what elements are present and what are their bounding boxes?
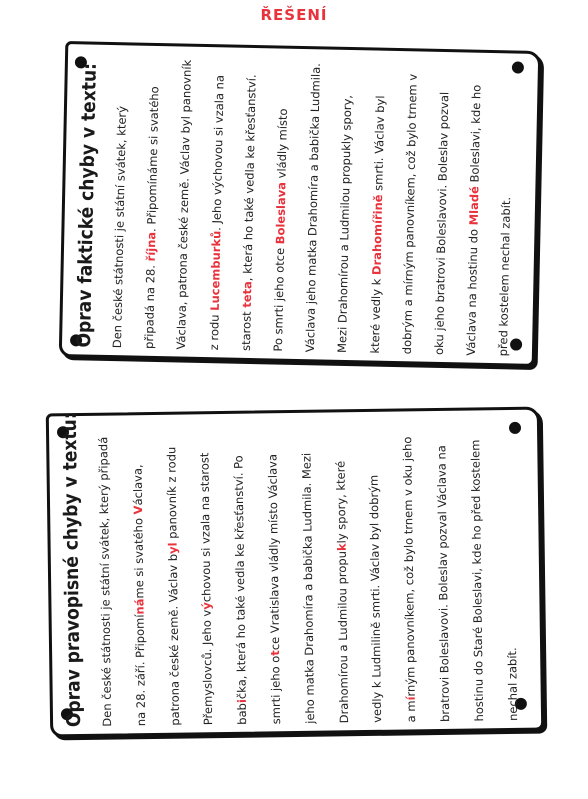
factual-card-content [71, 51, 529, 356]
text-line [154, 421, 192, 725]
text-line [357, 419, 395, 723]
corrected-text: října [143, 231, 159, 262]
text-segment: před kostelem nechal zabít. [496, 196, 514, 357]
factual-card-title: Oprav faktické chyby v textu: [72, 62, 101, 348]
corrected-text: Boleslava [273, 181, 289, 245]
spelling-errors-card [46, 407, 544, 738]
text-segment: Drahomírou a Ludmilou propu [334, 550, 351, 724]
text-line [391, 418, 429, 722]
text-segment: Přemyslovců. Jeho v [199, 609, 216, 726]
text-segment: patrona české země. Václav b [165, 553, 182, 726]
text-segment: dobrým a mírným panovníkem, což bylo trnem v [399, 73, 420, 355]
corrected-text: i [234, 699, 250, 704]
text-segment: hostinu do Staré Boleslavi, kde ho před kostelem [467, 439, 486, 722]
text-segment: chovou si vzala na starost [197, 452, 214, 603]
text-line [290, 420, 328, 724]
page-heading: ŘEŠENÍ [260, 6, 328, 24]
spelling-card-content [57, 412, 533, 728]
text-segment: áclava, [130, 464, 145, 506]
factual-errors-card [59, 41, 542, 367]
text-segment: smrti jeho o [268, 655, 284, 725]
text-segment: vládly místo [274, 108, 291, 183]
text-segment: čka, která ho také vedla ke křesťanství. Po [231, 455, 249, 700]
text-segment: oku jeho bratrovi Boleslavovi. Boleslav pozval [431, 91, 452, 356]
factual-card-text [101, 52, 526, 357]
text-segment: , která ho také vedla ke křesťanství. [240, 74, 259, 282]
text-segment: z rodu [206, 310, 222, 351]
corrected-text: í [403, 696, 418, 701]
text-segment: panovník z rodu [163, 446, 180, 543]
text-segment: jeho matka Drahomíra a babička Ludmila. Mezi [299, 452, 317, 724]
text-segment: Václava na hostinu do [464, 225, 481, 356]
text-segment: rným panovníkem, což bylo trnem v oku jeho [400, 436, 418, 697]
text-segment: Den české státnosti je státní svátek, který [109, 105, 130, 349]
text-line [222, 421, 260, 725]
text-line [492, 417, 530, 721]
text-segment: Václava jeho matka Drahomíra a babička Ludmila. [303, 62, 324, 353]
text-segment: a m [403, 700, 419, 723]
text-line [121, 422, 159, 726]
spelling-card-text [87, 417, 531, 727]
text-segment: Václava, patrona české země. Václav byl panovník [174, 59, 195, 350]
text-segment: starost [238, 307, 254, 352]
corrected-text: Drahomířině [369, 194, 385, 276]
text-line [487, 60, 525, 357]
text-segment: Den české státnosti je státní svátek, který připadá [96, 436, 115, 727]
text-segment: ly spory, které [333, 460, 349, 544]
corrected-text: ý [199, 602, 214, 610]
corrected-text: V [130, 505, 145, 515]
text-segment: . Připomínáme si svatého [144, 86, 162, 233]
text-segment: Boleslavi, kde ho [467, 84, 484, 187]
text-segment: které vedly k [367, 274, 384, 354]
text-line [425, 418, 463, 722]
text-segment: na 28. září. Připomí [132, 614, 148, 727]
text-segment: Mezi Drahomírou a Ludmilou propukly spory, [335, 94, 355, 354]
text-segment: bab [235, 702, 250, 725]
text-segment: připadá na 28. [142, 261, 158, 350]
corrected-text: ná [132, 598, 147, 615]
text-segment: vedly k Ludmilině smrti. Václav byl dobrým [367, 474, 385, 723]
text-line [256, 420, 294, 724]
text-segment: ce Vratislava vládly místo Václava [265, 453, 283, 651]
text-segment: . Jeho výchovou si vzala na [209, 74, 227, 231]
text-line [323, 419, 361, 723]
text-segment: smrti. Václav byl [370, 95, 387, 195]
text-line [459, 417, 497, 721]
text-segment: nechal zabít. [504, 647, 520, 722]
corrected-text: k [334, 543, 349, 552]
corrected-text: teta [239, 280, 255, 308]
corrected-text: t [268, 650, 283, 656]
corrected-text: Mladé [466, 185, 482, 226]
text-segment: me si svatého [130, 514, 147, 599]
corrected-text: Lucemburků [207, 230, 224, 311]
text-line [87, 422, 125, 726]
text-segment: bratrovi Boleslavovi. Boleslav pozval Václava na [434, 445, 453, 723]
text-segment: Po smrti jeho otce [270, 244, 288, 352]
text-line [188, 421, 226, 725]
spelling-card-title: Oprav pravopisné chyby v textu: [58, 412, 86, 728]
corrected-text: yl [165, 542, 180, 555]
